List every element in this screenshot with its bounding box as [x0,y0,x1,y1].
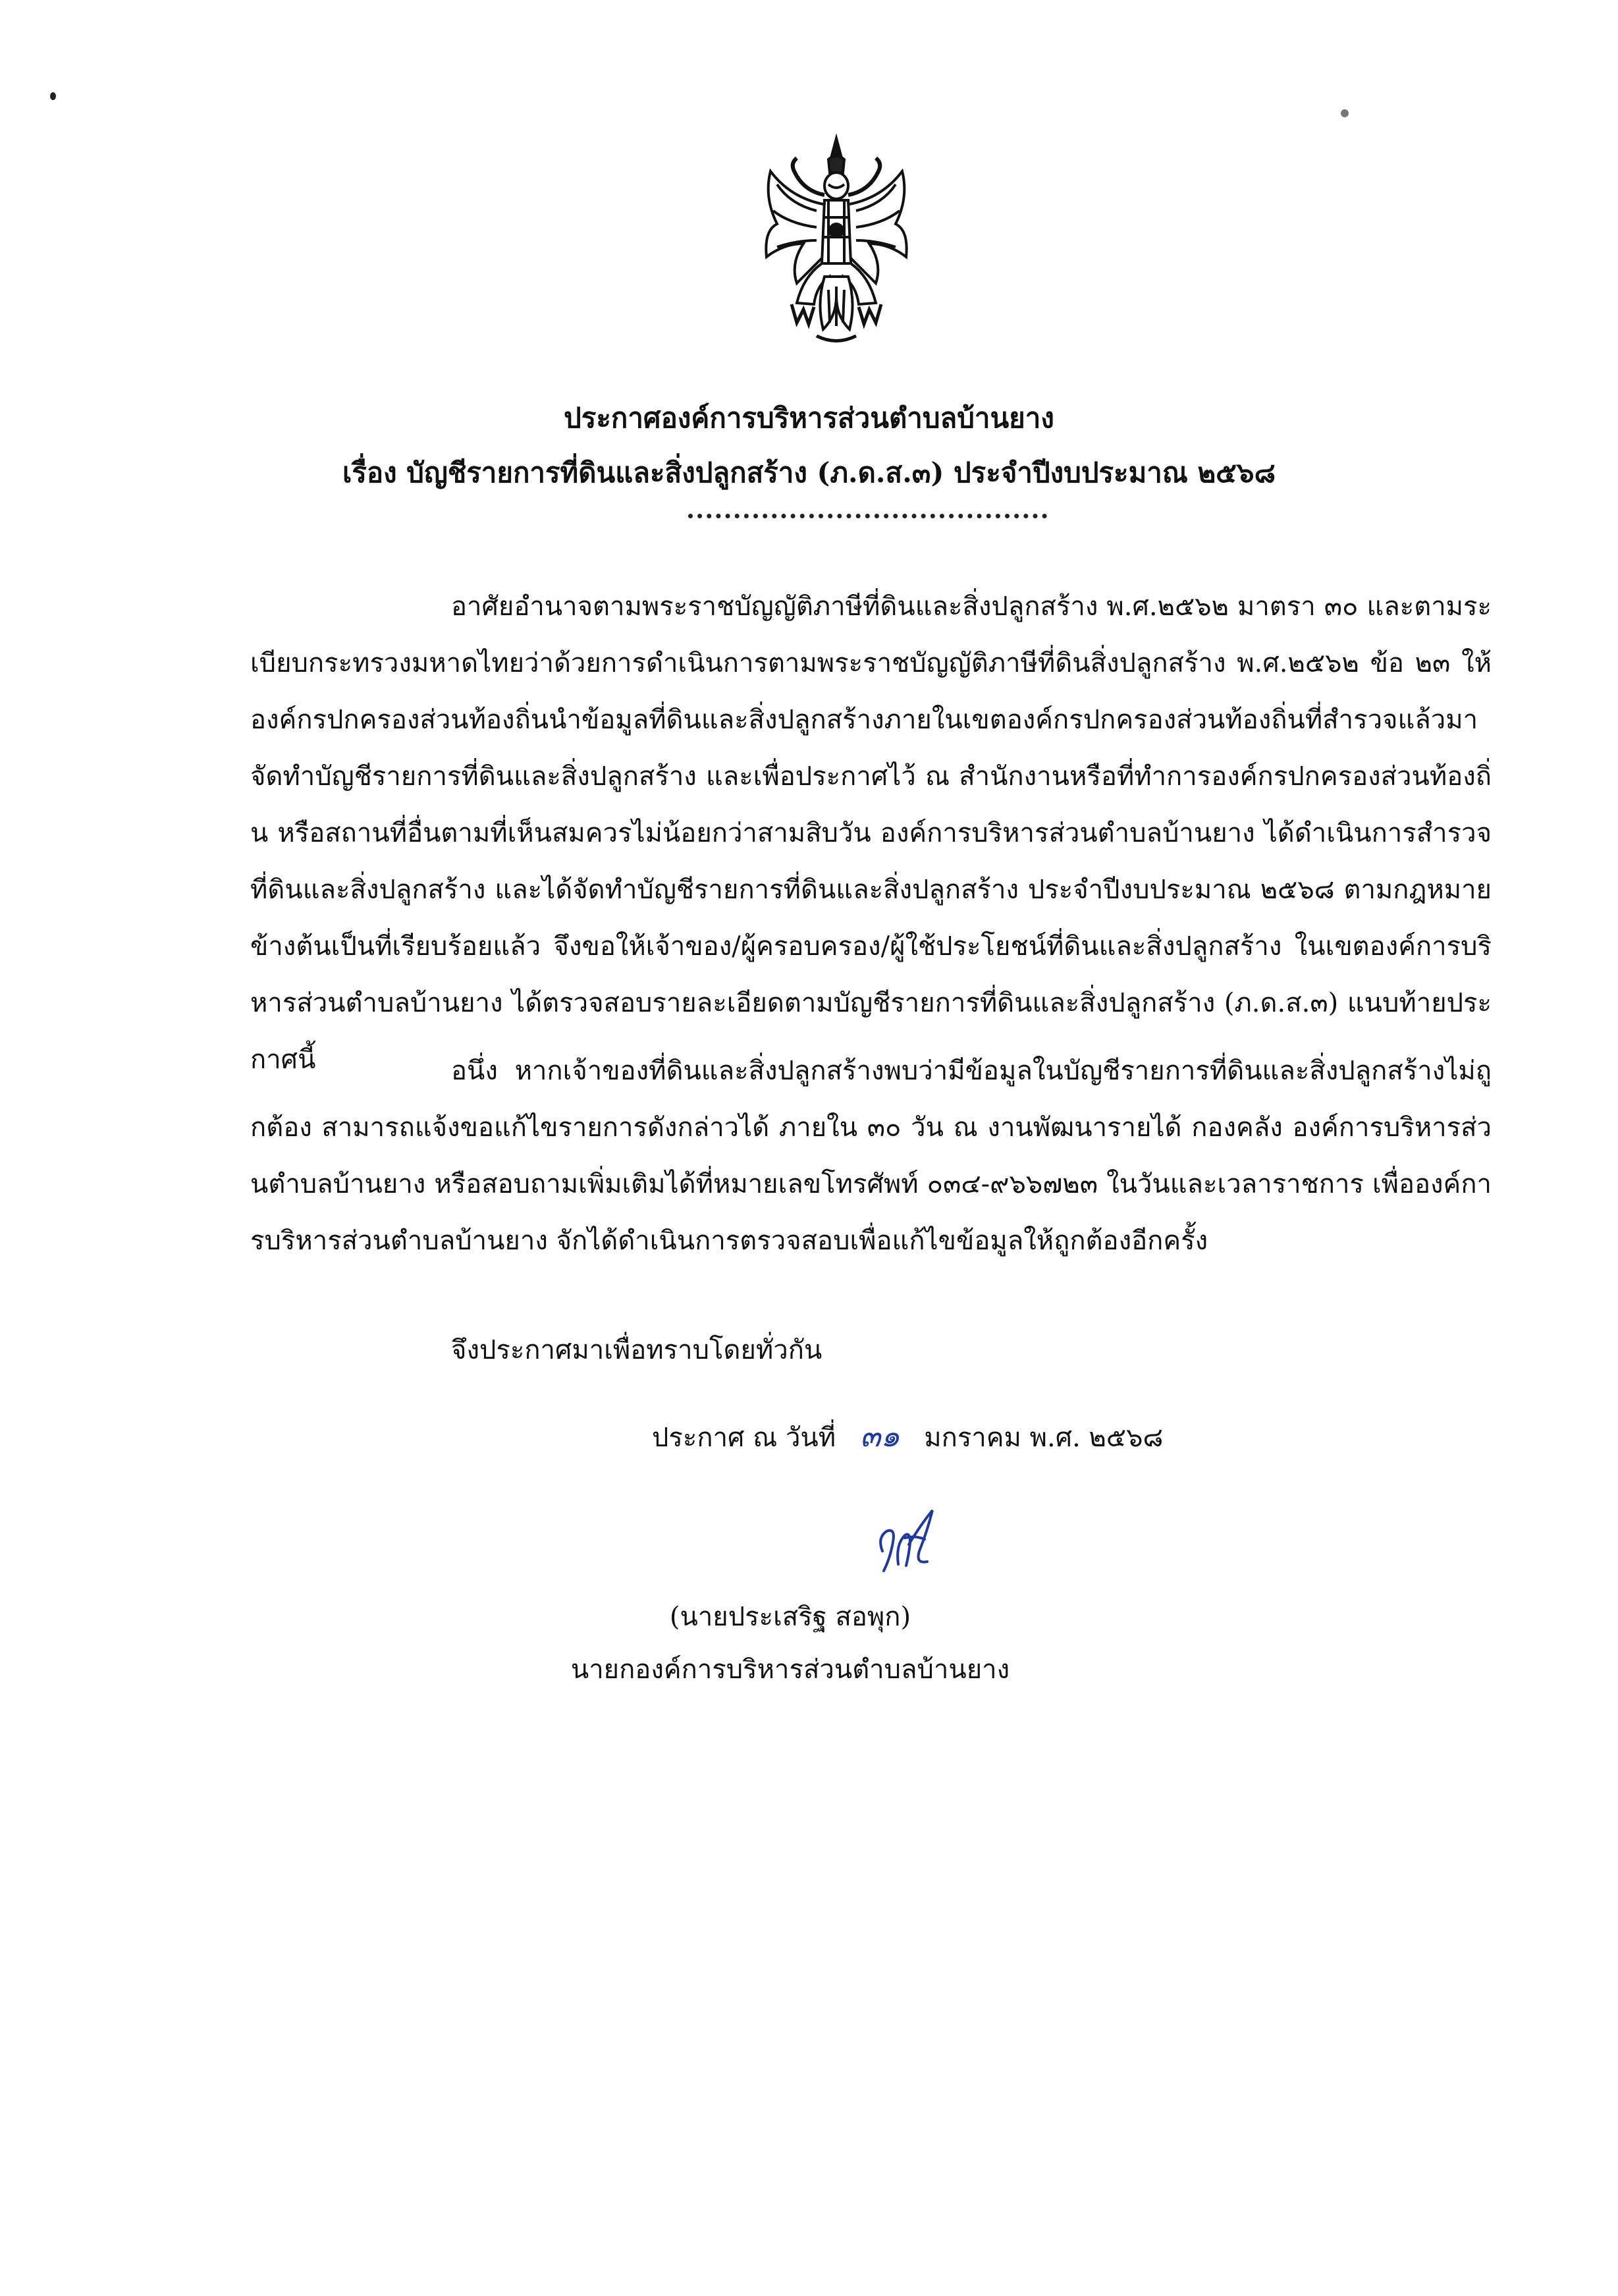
garuda-emblem [751,132,922,349]
announcement-date [652,1416,1163,1458]
announcement-title: ประกาศองค์การบริหารส่วนตำบลบ้านยาง [564,402,1054,434]
closing-statement: จึงประกาศมาเพื่อทราบโดยทั่วกัน [451,1335,822,1365]
scan-speck [1341,109,1349,117]
date-month-year: มกราคม พ.ศ. ๒๕๖๘ [924,1423,1164,1453]
signatory-name: (นายประเสริฐ สอพุก) [669,1602,911,1632]
body-paragraph-1: อาศัยอำนาจตามพระราชบัญญัติภาษีที่ดินและสิ่งปลูกสร้าง พ.ศ.๒๕๖๒ มาตรา ๓๐ และตามระเบียบกระทรวงมหาดไทยว่าด้วยการดำเนินการตามพระราชบัญญัติภาษีที่ดินสิ่งปลูกสร้าง พ.ศ.๒๕๖๒ ข้อ ๒๓ ให้องค์กรปกครองส่วนท้องถิ่นนำข้อมูลที่ดินและสิ่งปลูกสร้างภายในเขตองค์กรปกครองส่วนท้องถิ่นที่สำรวจแล้วมาจัดทำบัญชีรายการที่ดินและสิ่งปลูกสร้าง และเพื่อประกาศไว้ ณ สำนักงานหรือที่ทำการองค์กรปกครองส่วนท้องถิ่น หรือสถานที่อื่นตามที่เห็นสมควรไม่น้อยกว่าสามสิบวัน องค์การบริหารส่วนตำบลบ้านยาง ได้ดำเนินการสำรวจที่ดินและสิ่งปลูกสร้าง และได้จัดทำบัญชีรายการที่ดินและสิ่งปลูกสร้าง ประจำปีงบประมาณ ๒๕๖๘ ตามกฎหมายข้างต้นเป็นที่เรียบร้อยแล้ว จึงขอให้เจ้าของ/ผู้ครอบครอง/ผู้ใช้ประโยชน์ที่ดินและสิ่งปลูกสร้าง ในเขตองค์การบริหารส่วนตำบลบ้านยาง ได้ตรวจสอบรายละเอียดตามบัญชีรายการที่ดินและสิ่งปลูกสร้าง (ภ.ด.ส.๓) แนบท้ายประกาศนี้ [250,591,1492,1075]
scan-speck [50,92,56,100]
announcement-subject: เรื่อง บัญชีรายการที่ดินและสิ่งปลูกสร้าง (ภ.ด.ส.๓) ประจำปีงบประมาณ ๒๕๖๘ [342,456,1276,489]
handwritten-signature [869,1505,948,1577]
signature-icon [869,1505,948,1577]
dotted-divider [688,507,1047,518]
signatory-position: นายกองค์การบริหารส่วนตำบลบ้านยาง [570,1654,1010,1685]
garuda-emblem-icon [751,132,922,349]
body-paragraph-2: อนึ่ง หากเจ้าของที่ดินและสิ่งปลูกสร้างพบว่ามีข้อมูลในบัญชีรายการที่ดินและสิ่งปลูกสร้างไม่ถูกต้อง สามารถแจ้งขอแก้ไขรายการดังกล่าวได้ ภายใน ๓๐ วัน ณ งานพัฒนารายได้ กองคลัง องค์การบริหารส่วนตำบลบ้านยาง หรือสอบถามเพิ่มเติมได้ที่หมายเลขโทรศัพท์ ๐๓๔-๙๖๖๗๒๓ ในวันและเวลาราชการ เพื่อองค์การบริหารส่วนตำบลบ้านยาง จักได้ดำเนินการตรวจสอบเพื่อแก้ไขข้อมูลให้ถูกต้องอีกครั้ง [250,1056,1492,1256]
date-day-handwritten: ๓๑ [859,1418,900,1454]
date-prefix: ประกาศ ณ วันที่ [652,1423,836,1453]
